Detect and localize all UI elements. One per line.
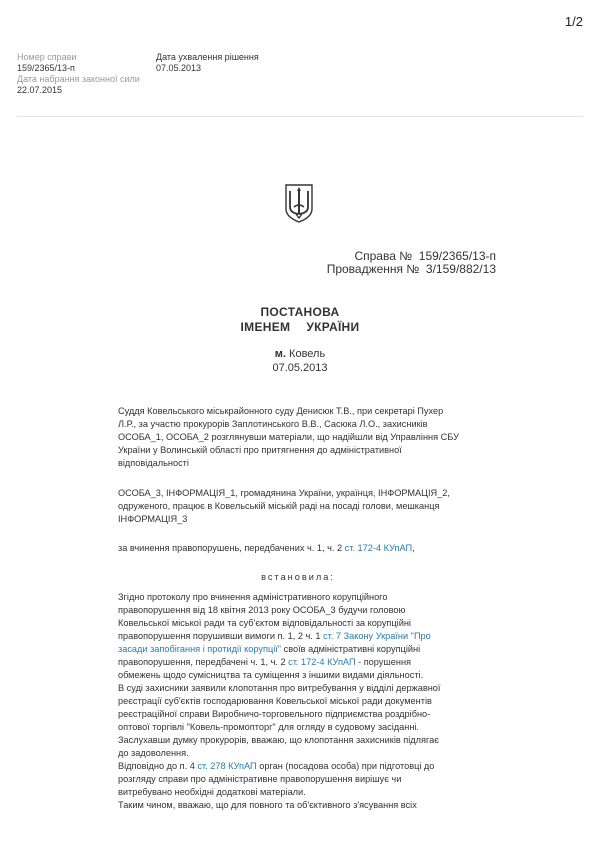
document-subtitle (0, 320, 600, 334)
document-date: 07.05.2013 (272, 362, 328, 374)
law-link-article-172-4[interactable]: ст. 172-4 КУпАП (344, 543, 413, 553)
proceeding-label: Провадження № (326, 262, 420, 276)
text-line: В суді захисники заявили клопотання про витребування у відділі державної (118, 683, 441, 693)
text-line: реєстрації суб'єктів господарювання Ковельської міської ради документів (118, 696, 432, 706)
line-text: - порушення (355, 657, 411, 667)
text-line (118, 630, 488, 643)
text-line (118, 760, 488, 773)
line-text: правопорушення, передбачені ч. 1, ч. 2 (118, 657, 289, 667)
established-heading: встановила: (261, 572, 335, 582)
city-prefix: м. (274, 348, 286, 360)
line-text: орган (посадова особа) при підготовці до (256, 761, 435, 771)
text-line: розгляду справи про адміністративне правопорушення вирішує чи (118, 774, 402, 784)
line-text: своїв адміністративні корупційні (281, 644, 421, 654)
intro-paragraph (118, 405, 488, 470)
case-label: Справа № (354, 249, 413, 263)
law-link-article-172-4[interactable]: ст. 172-4 КУпАП (288, 657, 356, 667)
case-number-label: Номер справи (17, 52, 77, 62)
text-line: Ковельської міської ради та суб'єктом відповідальності за корупційні (118, 618, 411, 628)
text-line: Заслухавши думку прокурорів, вважаю, що клопотання захисників підлягає (118, 735, 439, 745)
person-paragraph (118, 487, 488, 526)
charges-paragraph (118, 542, 488, 555)
subtitle-word-2: УКРАЇНИ (306, 320, 360, 334)
charges-text: за вчинення правопорушень, передбачених ч. 1, ч. 2 (118, 543, 345, 553)
text-line: реєстраційної справи Виробничо-торговельного підприємства роздрібно- (118, 709, 431, 719)
law-link-article-278[interactable]: ст. 278 КУпАП (197, 761, 257, 771)
text-line: Згідно протоколу про вчинення адміністративного корупційного (118, 592, 388, 602)
text-line: відповідальності (118, 458, 189, 468)
text-line: оптової торгівлі "Ковель-промопторг" для огляду в судовому засіданні. (118, 722, 419, 732)
subtitle-word-1: ІМЕНЕМ (240, 320, 291, 334)
case-number-line (354, 249, 496, 263)
line-text: Відповідно до п. 4 (118, 761, 198, 771)
text-line: обмежень щодо сумісництва та суміщення з іншими видами діяльності. (118, 670, 424, 680)
text-line: Суддя Ковельського міськрайонного суду Денисюк Т.В., при секретарі Пухер (118, 406, 444, 416)
case-number-value: 159/2365/13-п (17, 63, 75, 73)
text-line: Л.Р., за участю прокурорів Заплотинського В.В., Сасюка Л.О., захисників (118, 419, 428, 429)
text-line: ОСОБА_1, ОСОБА_2 розглянувши матеріали, що надійшли від Управління СБУ (118, 432, 459, 442)
law-link-article-7[interactable]: ст. 7 Закону України "Про (323, 631, 431, 641)
coat-of-arms-trident-icon (285, 183, 313, 223)
text-line: Таким чином, вважаю, що для повного та об'єктивного з'ясування всіх (118, 800, 417, 810)
text-line: правопорушення від 18 квітня 2013 року ОСОБА_3 будучи головою (118, 605, 406, 615)
document-title: ПОСТАНОВА (260, 305, 340, 319)
decision-date-label: Дата ухвалення рішення (156, 52, 259, 62)
case-value: 159/2365/13-п (418, 249, 496, 263)
proceeding-number-line (327, 262, 496, 276)
decision-date-block (156, 52, 259, 74)
proceeding-value: 3/159/882/13 (425, 262, 496, 276)
text-line: ІНФОРМАЦІЯ_3 (118, 514, 188, 524)
text-line: одруженого, працює в Ковельській міській раді на посаді голови, мешканця (118, 501, 440, 511)
law-link-anticorruption-law[interactable]: засади запобігання і протидії корупції" (118, 644, 282, 654)
line-text: правопорушення порушивши вимоги п. 1, 2 ч. 1 (118, 631, 324, 641)
decision-body (118, 591, 488, 812)
text-line: України у Волинській області про притягнення до адміністративної (118, 445, 402, 455)
effective-date-value: 22.07.2015 (17, 85, 63, 95)
text-line: ОСОБА_3, ІНФОРМАЦІЯ_1, громадянина України, українця, ІНФОРМАЦІЯ_2, (118, 488, 450, 498)
city-name: Ковель (289, 348, 326, 360)
place-line (0, 348, 600, 360)
case-metadata (17, 52, 140, 96)
text-line: до задоволення. (118, 748, 189, 758)
text-line: витребувано необхідні додаткові матеріали. (118, 787, 306, 797)
header-divider (17, 116, 583, 117)
text-line (118, 656, 488, 669)
decision-date-value: 07.05.2013 (156, 63, 202, 73)
page-number: 1/2 (564, 14, 583, 29)
text-line (118, 643, 488, 656)
charges-after: , (412, 543, 415, 553)
effective-date-label: Дата набрання законної сили (17, 74, 140, 84)
